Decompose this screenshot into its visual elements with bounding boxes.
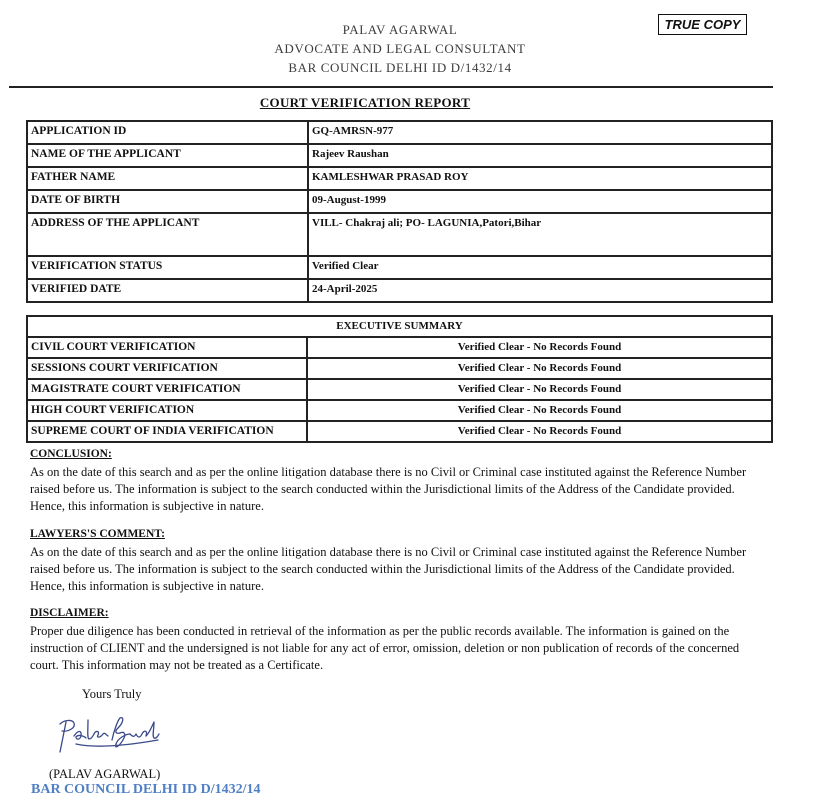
conclusion-section — [30, 446, 770, 515]
row-value: 09-August-1999 — [308, 190, 772, 213]
table-row — [27, 167, 772, 190]
table-row — [27, 400, 772, 421]
row-value: 24-April-2025 — [308, 279, 772, 302]
table-row — [27, 337, 772, 358]
lawyer-comment-heading: LAWYERS'S COMMENT: — [30, 528, 165, 540]
row-label: SUPREME COURT OF INDIA VERIFICATION — [27, 421, 307, 442]
disclaimer-text: Proper due diligence has been conducted in retrieval of the information as per the public records available. The information is gained on the instruction of CLIENT and the undersigned is not liable for any act of error, omission, deletion or non publication of records of the concerned court. This information may not be treated as a Certificate. — [30, 624, 740, 672]
lawyer-comment-text: As on the date of this search and as per the online litigation database there is no Civil or Criminal case instituted against the Reference Number raised before us. The information is subject to the search conducted within the Jurisdictional limits of the Address of the Candidate provided. Hence, this information is subjective in nature. — [30, 545, 747, 593]
row-label: VERIFICATION STATUS — [27, 256, 308, 279]
table-row — [27, 121, 772, 144]
row-value: Verified Clear — [308, 256, 772, 279]
signer-name: (PALAV AGARWAL) — [49, 767, 161, 781]
row-value: KAMLESHWAR PRASAD ROY — [308, 167, 772, 190]
table-row — [27, 379, 772, 400]
row-label: CIVIL COURT VERIFICATION — [27, 337, 307, 358]
table-header-row — [27, 316, 772, 337]
executive-summary-table — [26, 315, 773, 443]
advocate-name: PALAV AGARWAL — [342, 22, 458, 37]
row-value: Verified Clear - No Records Found — [307, 337, 772, 358]
row-value: Verified Clear - No Records Found — [307, 400, 772, 421]
row-label: APPLICATION ID — [27, 121, 308, 144]
applicant-details-table — [26, 120, 773, 303]
row-value: GQ-AMRSN-977 — [308, 121, 772, 144]
row-label: ADDRESS OF THE APPLICANT — [27, 213, 308, 256]
row-value: Verified Clear - No Records Found — [307, 379, 772, 400]
footer-bar-council-id: BAR COUNCIL DELHI ID D/1432/14 — [31, 782, 261, 797]
signature-strokes — [60, 718, 159, 752]
closing-salutation: Yours Truly — [82, 687, 142, 701]
table-row — [27, 358, 772, 379]
table-row — [27, 421, 772, 442]
row-label: MAGISTRATE COURT VERIFICATION — [27, 379, 307, 400]
table-row — [27, 279, 772, 302]
table-row — [27, 213, 772, 256]
row-value: Rajeev Raushan — [308, 144, 772, 167]
header-divider — [9, 86, 773, 88]
row-label: SESSIONS COURT VERIFICATION — [27, 358, 307, 379]
row-label: VERIFIED DATE — [27, 279, 308, 302]
summary-heading: EXECUTIVE SUMMARY — [27, 316, 772, 337]
conclusion-text: As on the date of this search and as per the online litigation database there is no Civil or Criminal case instituted against the Reference Number raised before us. The information is subject to the search conducted within the Jurisdictional limits of the Address of the Candidate provided. Hence, this information is subjective in nature. — [30, 465, 747, 513]
conclusion-heading: CONCLUSION: — [30, 448, 112, 460]
row-label: DATE OF BIRTH — [27, 190, 308, 213]
row-value: Verified Clear - No Records Found — [307, 421, 772, 442]
bar-council-id: BAR COUNCIL DELHI ID D/1432/14 — [288, 60, 512, 75]
disclaimer-heading: DISCLAIMER: — [30, 607, 109, 619]
table-row — [27, 256, 772, 279]
table-row — [27, 144, 772, 167]
disclaimer-section — [30, 605, 770, 674]
signature-image — [54, 712, 164, 762]
table-row — [27, 190, 772, 213]
row-value: Verified Clear - No Records Found — [307, 358, 772, 379]
report-title: COURT VERIFICATION REPORT — [259, 95, 471, 110]
row-label: HIGH COURT VERIFICATION — [27, 400, 307, 421]
advocate-designation: ADVOCATE AND LEGAL CONSULTANT — [274, 41, 526, 56]
lawyer-comment-section — [30, 526, 770, 595]
row-value: VILL- Chakraj ali; PO- LAGUNIA,Patori,Bihar — [308, 213, 772, 256]
true-copy-stamp: TRUE COPY — [658, 14, 747, 35]
row-label: FATHER NAME — [27, 167, 308, 190]
row-label: NAME OF THE APPLICANT — [27, 144, 308, 167]
